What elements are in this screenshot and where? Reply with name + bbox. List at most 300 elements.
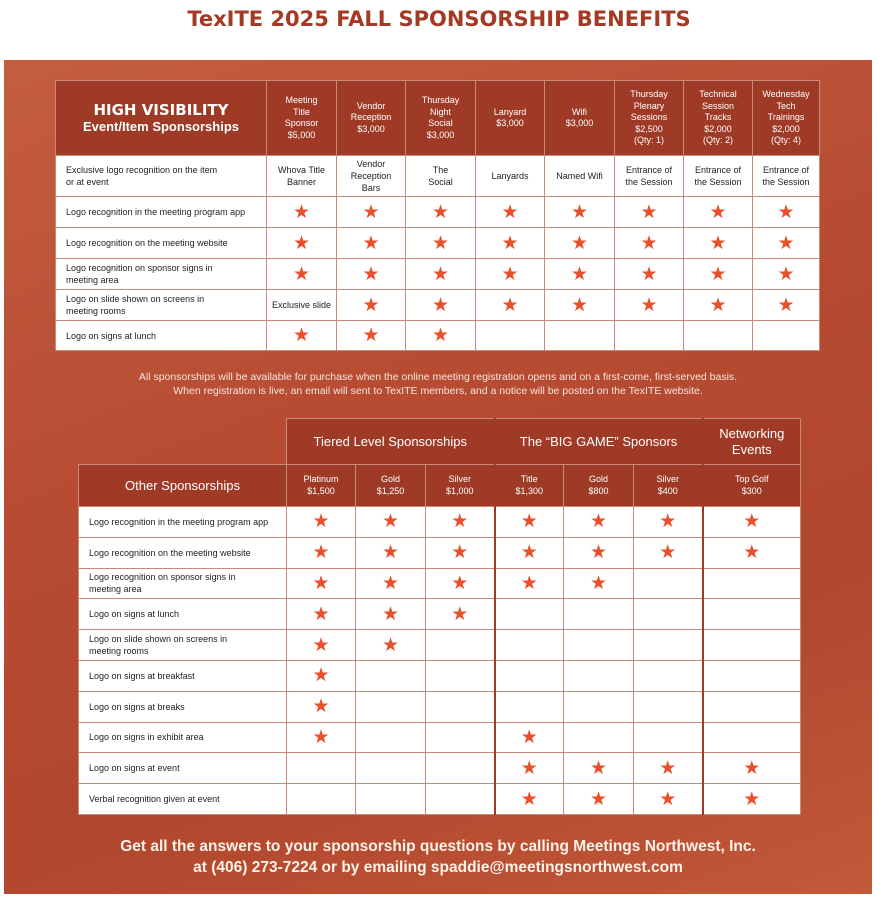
star-icon: ★ (589, 511, 608, 533)
benefit-cell (476, 259, 545, 290)
text-line: Banner (286, 177, 317, 187)
benefit-cell (267, 290, 337, 321)
star-icon: ★ (431, 263, 450, 285)
text-line: Lanyards (491, 171, 529, 181)
high-visibility-subtitle: Event/Item Sponsorships (82, 119, 240, 134)
table-row (79, 630, 801, 661)
benefit-cell (356, 691, 426, 722)
table-row (56, 259, 820, 290)
benefit-cell (267, 259, 337, 290)
benefit-label (56, 290, 267, 321)
benefit-label (79, 722, 287, 753)
benefit-cell (406, 259, 476, 290)
text-line: Logo on signs at breaks (89, 701, 185, 712)
benefit-cell (753, 259, 820, 290)
benefit-cell (356, 599, 426, 630)
star-icon: ★ (659, 757, 677, 779)
benefit-cell (356, 507, 426, 538)
benefit-cell (356, 537, 426, 568)
benefit-cell (634, 599, 703, 630)
star-icon: ★ (312, 572, 330, 594)
contact-line: Get all the answers to your sponsorship questions by calling Meetings Northwest, Inc. (120, 838, 756, 855)
benefit-cell (267, 228, 337, 259)
benefit-cell (703, 630, 801, 661)
availability-note-line: When registration is live, an email will sent to TexITE members, and a notice will be posted on the TexITE website. (173, 385, 703, 397)
benefit-cell (495, 599, 564, 630)
star-icon: ★ (743, 511, 761, 533)
star-icon: ★ (362, 325, 380, 346)
benefit-cell (545, 228, 615, 259)
text-line: Silver (448, 474, 472, 484)
star-icon: ★ (520, 726, 538, 748)
text-line: $400 (657, 485, 678, 496)
high-visibility-header (56, 81, 267, 156)
benefit-cell (287, 784, 356, 815)
benefit-cell (426, 784, 495, 815)
text-line: $5,000 (287, 129, 316, 140)
table-row (79, 507, 801, 538)
benefit-cell (753, 321, 820, 351)
benefit-cell (564, 568, 634, 599)
benefit-cell (495, 784, 564, 815)
sponsorship-column-header (406, 81, 476, 156)
benefit-cell (356, 660, 426, 691)
star-icon: ★ (292, 232, 311, 254)
benefit-cell (615, 156, 684, 197)
text-line: Logo recognition on the meeting website (66, 238, 228, 248)
text-line: The “BIG GAME” Sponsors (519, 433, 678, 449)
text-line: Logo on slide shown on screens in (66, 294, 205, 304)
benefit-cell (426, 630, 495, 661)
benefit-cell (495, 630, 564, 661)
benefit-label (79, 660, 287, 691)
star-icon: ★ (640, 201, 658, 223)
benefit-cell (406, 321, 476, 351)
benefit-cell (545, 290, 615, 321)
text-line: Night (429, 106, 451, 117)
benefit-cell (615, 197, 684, 228)
text-line: the Session (694, 177, 742, 187)
text-line: $2,500 (635, 123, 663, 134)
benefit-cell (564, 537, 634, 568)
sponsorship-column-header (495, 465, 564, 507)
text-line: Vendor (356, 100, 386, 111)
sponsorship-column-header (615, 81, 684, 156)
benefit-cell (564, 722, 634, 753)
text-line: $3,000 (357, 123, 385, 134)
star-icon: ★ (659, 511, 677, 533)
text-line: Tiered Level Sponsorships (313, 433, 467, 449)
text-line: Logo on signs at breakfast (89, 670, 195, 681)
star-icon: ★ (570, 294, 589, 316)
benefit-label (56, 197, 267, 228)
benefit-cell (406, 197, 476, 228)
benefit-cell (356, 784, 426, 815)
benefit-cell (356, 568, 426, 599)
benefit-cell (703, 660, 801, 691)
text-line: Entrance of (694, 165, 742, 175)
text-line: Logo recognition on sponsor signs in (66, 263, 213, 273)
star-icon: ★ (501, 232, 519, 254)
star-icon: ★ (501, 294, 519, 316)
high-visibility-title: HIGH VISIBILITY (93, 101, 229, 119)
other-sponsorships-table (78, 418, 801, 815)
text-line: Plenary (633, 100, 665, 111)
text-line: $1,300 (515, 485, 544, 496)
star-icon: ★ (501, 201, 519, 223)
benefit-label (79, 599, 287, 630)
star-icon: ★ (381, 542, 400, 564)
text-line: $3,000 (496, 118, 524, 128)
star-icon: ★ (381, 572, 400, 594)
benefit-cell (495, 568, 564, 599)
star-icon: ★ (362, 201, 380, 223)
text-line: Technical (699, 89, 737, 100)
sponsorship-column-header (287, 465, 356, 507)
text-line: (Qty: 4) (770, 135, 801, 146)
star-icon: ★ (640, 263, 658, 285)
benefit-cell (564, 507, 634, 538)
benefit-cell (476, 197, 545, 228)
star-icon: ★ (362, 294, 380, 316)
benefit-cell (703, 784, 801, 815)
benefit-cell (476, 156, 545, 197)
text-line: $3,000 (565, 118, 594, 128)
table-row (79, 722, 801, 753)
benefit-cell (426, 568, 495, 599)
star-icon: ★ (312, 665, 330, 687)
text-line: $300 (741, 485, 762, 496)
benefit-cell (564, 784, 634, 815)
star-icon: ★ (777, 294, 795, 316)
star-icon: ★ (709, 294, 727, 316)
benefit-cell (703, 537, 801, 568)
availability-note (4, 370, 872, 398)
benefit-label (79, 630, 287, 661)
benefit-label (79, 537, 287, 568)
benefit-cell (356, 722, 426, 753)
text-line: Gold (380, 474, 400, 484)
text-line: (Qty: 1) (633, 135, 664, 146)
star-icon: ★ (659, 542, 677, 564)
benefit-cell (426, 753, 495, 784)
text-line: Sponsor (284, 118, 319, 128)
text-line: Events (731, 441, 772, 457)
benefit-cell (545, 259, 615, 290)
text-line: Sessions (630, 112, 668, 123)
star-icon: ★ (381, 603, 400, 625)
text-line: $1,500 (307, 485, 335, 496)
text-line: Logo on signs at lunch (89, 609, 180, 620)
text-line: Named Wifi (556, 171, 603, 181)
text-line: $2,000 (704, 123, 732, 134)
benefit-cell (684, 156, 753, 197)
text-line: $1,250 (376, 485, 405, 496)
text-line: Meeting (285, 95, 318, 105)
text-line: Lanyard (493, 106, 527, 117)
benefit-cell (356, 630, 426, 661)
benefit-cell (684, 259, 753, 290)
star-icon: ★ (312, 726, 330, 748)
text-line: Wifi (572, 106, 587, 117)
benefit-label (79, 691, 287, 722)
text-line: Thursday (421, 95, 460, 105)
benefit-cell (753, 156, 820, 197)
sponsorship-column-header (634, 465, 703, 507)
text-line: Entrance of (625, 165, 673, 175)
benefit-cell (406, 156, 476, 197)
text-line: $2,000 (772, 123, 800, 134)
benefit-cell (476, 321, 545, 351)
table-row (56, 228, 820, 259)
star-icon: ★ (312, 634, 330, 656)
sponsorship-group-header (287, 419, 495, 465)
text-line: Session (701, 100, 735, 111)
benefit-cell (337, 156, 406, 197)
benefit-label (79, 507, 287, 538)
text-line: meeting rooms (66, 306, 126, 316)
text-line: Thursday (630, 89, 668, 100)
star-icon: ★ (640, 232, 658, 254)
text-line: meeting area (66, 275, 119, 285)
benefit-cell (634, 630, 703, 661)
table-row (79, 660, 801, 691)
benefit-cell (287, 568, 356, 599)
benefit-label (56, 259, 267, 290)
benefit-cell (337, 228, 406, 259)
benefit-cell (615, 228, 684, 259)
benefit-cell (703, 722, 801, 753)
sponsorship-group-header (703, 419, 801, 465)
benefit-cell (684, 321, 753, 351)
benefit-cell (684, 197, 753, 228)
text-line: Title (520, 474, 538, 484)
table-row (79, 784, 801, 815)
sponsorship-column-header (476, 81, 545, 156)
benefit-cell (634, 691, 703, 722)
text-line: Reception (350, 171, 392, 181)
benefit-cell (426, 599, 495, 630)
star-icon: ★ (520, 788, 538, 810)
star-icon: ★ (312, 511, 330, 533)
benefit-cell (615, 321, 684, 351)
benefit-cell (634, 660, 703, 691)
sponsorship-column-header (564, 465, 634, 507)
benefit-cell (634, 537, 703, 568)
sponsorship-column-header (426, 465, 495, 507)
text-line: Logo recognition on sponsor signs in (89, 572, 236, 583)
benefit-cell (476, 290, 545, 321)
benefit-cell (337, 259, 406, 290)
table-row (56, 156, 820, 197)
benefit-cell (495, 537, 564, 568)
table-row (79, 753, 801, 784)
star-icon: ★ (501, 263, 519, 285)
sponsorship-column-header (753, 81, 820, 156)
text-line: Exclusive slide (271, 300, 332, 310)
text-line: the Session (762, 177, 810, 187)
text-line: Reception (350, 112, 392, 123)
text-line: Tracks (704, 112, 732, 123)
benefit-label (79, 753, 287, 784)
benefit-cell (267, 197, 337, 228)
sponsorship-panel (4, 60, 872, 894)
benefit-cell (634, 722, 703, 753)
text-line: $3,000 (426, 129, 455, 140)
star-icon: ★ (312, 542, 330, 564)
star-icon: ★ (312, 603, 330, 625)
star-icon: ★ (520, 757, 538, 779)
star-icon: ★ (709, 201, 727, 223)
star-icon: ★ (381, 634, 400, 656)
text-line: meeting area (89, 584, 142, 595)
text-line: $800 (588, 485, 609, 496)
star-icon: ★ (451, 511, 469, 533)
benefit-cell (634, 784, 703, 815)
star-icon: ★ (743, 542, 761, 564)
text-line: Platinum (303, 474, 339, 484)
star-icon: ★ (709, 232, 727, 254)
star-icon: ★ (589, 572, 608, 594)
table-row (79, 691, 801, 722)
benefit-cell (615, 259, 684, 290)
text-line: Vendor (356, 159, 386, 169)
high-visibility-table (55, 80, 820, 351)
benefit-cell (564, 630, 634, 661)
star-icon: ★ (431, 201, 450, 223)
benefit-label (56, 228, 267, 259)
text-line: The (432, 165, 449, 175)
star-icon: ★ (451, 542, 469, 564)
benefit-cell (753, 228, 820, 259)
text-line: Silver (656, 474, 680, 484)
star-icon: ★ (520, 542, 538, 564)
benefit-cell (287, 753, 356, 784)
benefit-cell (634, 753, 703, 784)
table-row (56, 197, 820, 228)
benefit-cell (406, 290, 476, 321)
benefit-cell (337, 197, 406, 228)
text-line: Logo on signs in exhibit area (89, 732, 204, 743)
text-line: Tech (776, 100, 796, 111)
benefit-cell (267, 156, 337, 197)
benefit-cell (426, 507, 495, 538)
benefit-cell (337, 290, 406, 321)
star-icon: ★ (709, 263, 727, 285)
star-icon: ★ (777, 263, 795, 285)
star-icon: ★ (777, 232, 795, 254)
table-row (56, 321, 820, 351)
benefit-cell (495, 722, 564, 753)
text-line: Bars (361, 183, 381, 193)
star-icon: ★ (570, 201, 589, 223)
star-icon: ★ (570, 232, 589, 254)
sponsorship-column-header (703, 465, 801, 507)
benefit-cell (287, 537, 356, 568)
benefit-cell (703, 599, 801, 630)
text-line: Wednesday (762, 89, 810, 100)
benefit-cell (287, 691, 356, 722)
benefit-label (79, 784, 287, 815)
benefit-cell (545, 321, 615, 351)
star-icon: ★ (431, 294, 450, 316)
benefit-cell (287, 660, 356, 691)
benefit-cell (564, 660, 634, 691)
benefit-cell (564, 691, 634, 722)
text-line: Logo on slide shown on screens in (89, 634, 228, 645)
star-icon: ★ (589, 788, 608, 810)
benefit-cell (545, 197, 615, 228)
benefit-cell (426, 691, 495, 722)
benefit-cell (634, 568, 703, 599)
text-line: Social (428, 177, 453, 187)
table-row (56, 290, 820, 321)
star-icon: ★ (640, 294, 658, 316)
benefit-cell (495, 691, 564, 722)
text-line: Top Golf (735, 474, 769, 484)
sponsorship-group-header (495, 419, 703, 465)
text-line: the Session (625, 177, 673, 187)
text-line: Logo on signs at event (89, 763, 180, 774)
star-icon: ★ (362, 263, 380, 285)
benefit-cell (753, 197, 820, 228)
benefit-cell (406, 228, 476, 259)
benefit-cell (476, 228, 545, 259)
star-icon: ★ (520, 511, 538, 533)
star-icon: ★ (292, 263, 311, 285)
text-line: Logo recognition on the meeting website (89, 547, 251, 558)
benefit-label (56, 321, 267, 351)
star-icon: ★ (659, 788, 677, 810)
text-line: Exclusive logo recognition on the item (66, 165, 218, 175)
benefit-cell (287, 507, 356, 538)
benefit-cell (495, 753, 564, 784)
benefit-label (56, 156, 267, 197)
header-spacer (79, 419, 287, 465)
text-line: Entrance of (762, 165, 810, 175)
star-icon: ★ (520, 572, 538, 594)
benefit-cell (564, 753, 634, 784)
text-line: Logo recognition in the meeting program app (66, 207, 246, 217)
benefit-cell (426, 537, 495, 568)
benefit-cell (703, 507, 801, 538)
benefit-cell (615, 290, 684, 321)
benefit-cell (703, 691, 801, 722)
table-row (79, 537, 801, 568)
benefit-cell (267, 321, 337, 351)
benefit-cell (337, 321, 406, 351)
benefit-cell (287, 722, 356, 753)
contact-footer (4, 836, 872, 878)
sponsorship-column-header (545, 81, 615, 156)
text-line: $1,000 (445, 485, 474, 496)
sponsorship-column-header (684, 81, 753, 156)
text-line: Social (428, 118, 453, 128)
benefit-cell (495, 660, 564, 691)
text-line: Title (293, 106, 310, 117)
contact-line: at (406) 273-7224 or by emailing spaddie@meetingsnorthwest.com (193, 859, 683, 876)
star-icon: ★ (589, 757, 608, 779)
text-line: Logo recognition in the meeting program app (89, 516, 269, 527)
text-line: meeting rooms (89, 646, 149, 657)
star-icon: ★ (292, 201, 311, 223)
sponsorship-column-header (267, 81, 337, 156)
star-icon: ★ (431, 232, 450, 254)
star-icon: ★ (451, 572, 469, 594)
star-icon: ★ (431, 325, 450, 346)
text-line: Verbal recognition given at event (89, 794, 220, 805)
text-line: Gold (589, 474, 609, 484)
